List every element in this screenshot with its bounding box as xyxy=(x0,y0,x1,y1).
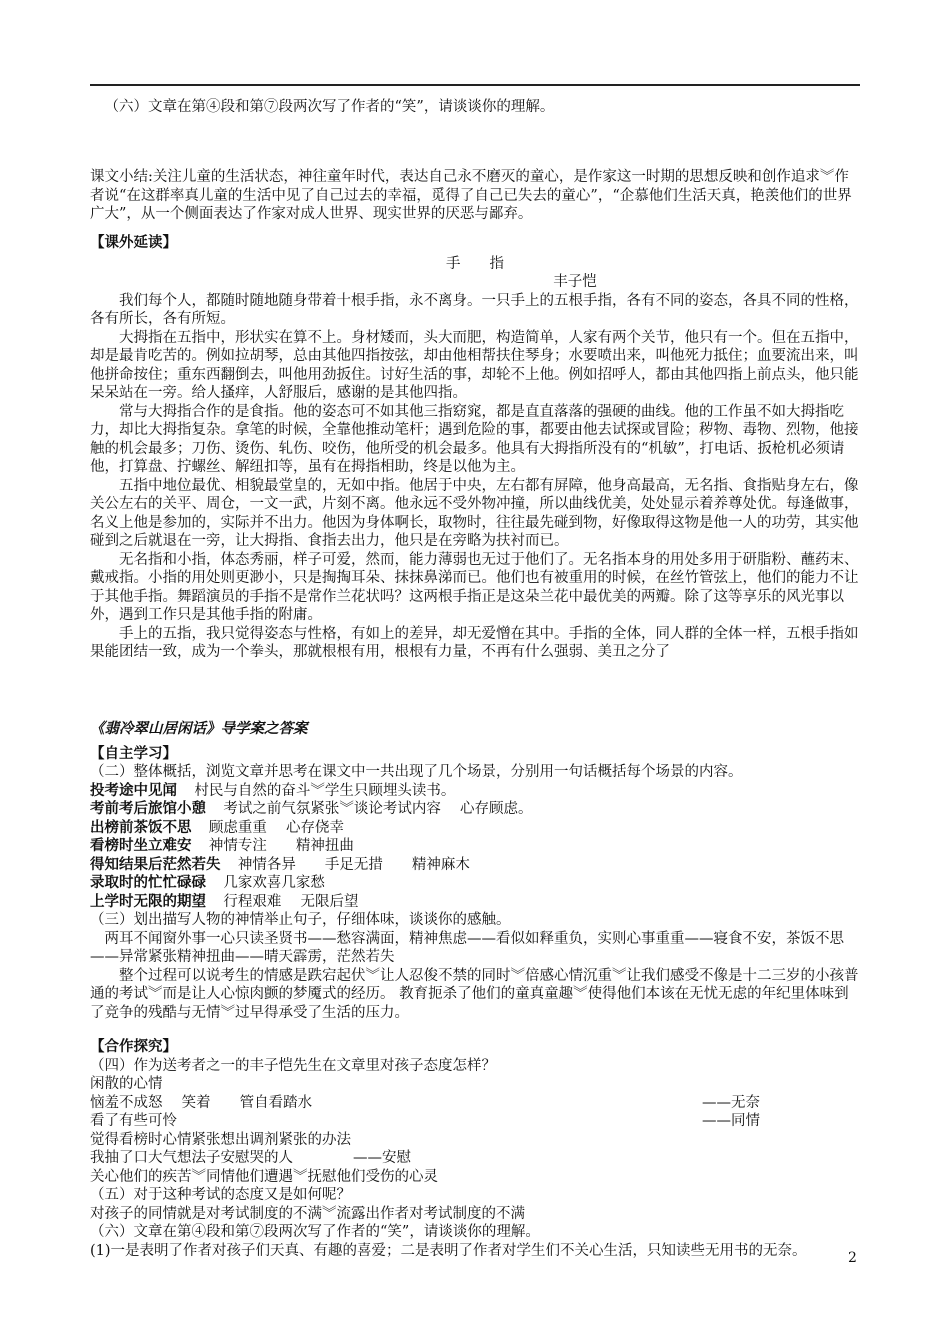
scene-text: 行程艰难 无限后望 xyxy=(223,893,359,910)
answer-line-note: ——同情 xyxy=(702,1113,760,1129)
answer-3-part1: 两耳不闻窗外事一心只读圣贤书——愁容满面，精神焦虑——看似如释重负，实则心事重重——寝食不安，茶饭不思——异常紧张精神扭曲——晴天霹雳，茫然若失 xyxy=(90,930,844,965)
extended-heading: 【课外延读】 xyxy=(90,235,177,251)
answer-5: 对孩子的同情就是对考试制度的不满︾流露出作者对考试制度的不满 xyxy=(90,1205,525,1222)
question-6: （六）文章在第④段和第⑦段两次写了作者的“笑”，请谈谈你的理解。 xyxy=(90,1224,540,1240)
essay-title: 手 指 xyxy=(446,255,504,272)
scene-text: 考试之前气氛紧张︾谈论考试内容 心存顾虑。 xyxy=(223,801,533,817)
answer-line-text: 我抽了口大气想法子安慰哭的人 xyxy=(90,1150,293,1166)
scene-label: 得知结果后茫然若失 xyxy=(90,856,221,873)
answer-6: (1)一是表明了作者对孩子们天真、有趣的喜爱；二是表明了作者对学生们不关心生活，只知读些无用书的无奈。 xyxy=(90,1242,807,1259)
answer-line-text: 关心他们的疾苦︾同情他们遭遇︾抚慰他们受伤的心灵 xyxy=(90,1168,438,1185)
answer-line-text: 觉得看榜时心情紧张想出调剂紧张的办法 xyxy=(90,1131,351,1148)
answer-line xyxy=(90,1112,860,1131)
essay-author: 丰子恺 xyxy=(553,274,597,290)
scene-label: 出榜前茶饭不思 xyxy=(90,819,192,836)
essay-paragraph: 手上的五指，我只觉得姿态与性格，有如上的差异，却无爱憎在其中。手指的全体，同人群的全体一样，五根手指如果能团结一致，成为一个拳头，那就根根有用，根根有力量，不再有什么强弱、美丑之分了 xyxy=(90,625,859,660)
scene-label: 投考途中见闻 xyxy=(90,782,177,799)
extended-reading xyxy=(90,234,860,662)
answer-line xyxy=(90,1094,860,1113)
summary-section xyxy=(90,168,860,224)
answer-line-text: 看了有些可怜 xyxy=(90,1113,177,1129)
answers-section xyxy=(90,720,860,1260)
essay-paragraph: 无名指和小指，体态秀丽，样子可爱，然而，能力薄弱也无过于他们了。无名指本身的用处多用于研脂粉、蘸药末、戴戒指。小指的用处则更渺小，只是掏掏耳朵、抹抹鼻涕而已。他们也有被重用的时候，在丝竹管弦上，他们的能力不让于其他手指。舞蹈演员的手指不是常作兰花状吗？这两根手指正是这朵兰花中最优美的两瓣。除了这等享乐的风光事以外，遇到工作只是其他手指的附庸。 xyxy=(90,551,859,623)
scene-line xyxy=(90,800,860,819)
scene-line xyxy=(90,893,860,912)
answer-line xyxy=(90,1075,860,1094)
answer-line xyxy=(90,1149,860,1168)
scene-label: 看榜时坐立难安 xyxy=(90,838,192,854)
essay-paragraph: 大拇指在五指中，形状实在算不上。身材矮而，头大而肥，构造简单，人家有两个关节，他只有一个。但在五指中，却是最肯吃苦的。例如拉胡琴，总由其他四指按弦，却由他相帮扶住琴身；水要喷出来，叫他死力抵住；血要流出来，叫他拼命按住；重东西翻倒去，叫他用劲扳住。讨好生活的事，却轮不上他。例如招呼人，都由其他四指上前点头，他只能呆呆站在一旁。给人搔痒，人舒服后，感谢的是其他四指。 xyxy=(90,329,859,401)
header-rule xyxy=(90,84,860,86)
answer-line xyxy=(90,1168,860,1187)
essay-paragraph: 五指中地位最优、相貌最堂皇的，无如中指。他居于中央，左右都有屏障，他身高最高，无名指、食指贴身左右，像关公左右的关平、周仓，一文一武，片刻不离。他永远不受外物冲撞，所以曲线优美，处处显示着养尊处优。每逢做事，名义上他是参加的，实际并不出力。他因为身体啊长，取物时，往往最先碰到物，好像取得这物是他一人的功劳，其实他碰到之后就退在一旁，让大拇指、食指去出力，他只是在旁略为扶衬而已。 xyxy=(90,477,859,549)
scene-text: 几家欢喜几家愁 xyxy=(223,875,325,891)
essay-paragraph: 常与大拇指合作的是食指。他的姿态可不如其他三指窈窕，都是直直落落的强硬的曲线。他的工作虽不如大拇指吃力，却比大拇指复杂。拿笔的时候，全靠他推动笔杆；遇到危险的事，都要由他去试探或冒险；秽物、毒物、烈物，他接触的机会最多；刀伤、烫伤、轧伤、咬伤，他所受的机会最多。他具有大拇指所没有的“机敏”，打电话、扳枪机必须请他，打算盘、拧螺丝、解纽扣等，虽有在拇指相助，终是以他为主。 xyxy=(90,403,859,475)
answer-line xyxy=(90,1131,860,1150)
scene-line xyxy=(90,856,860,875)
answer-3-part2: 整个过程可以说考生的情感是跌宕起伏︾让人忍俊不禁的同时︾倍感心情沉重︾让我们感受不像是十二三岁的小孩普通的考试︾而是让人心惊肉颤的梦魇式的经历。 教育扼杀了他们的童真童趣︾使得他们本该在无忧无虑的年纪里体味到了竞争的残酷与无情︾过早得承受了生活的压力。 xyxy=(90,967,859,1021)
scene-text: 村民与自然的奋斗︾学生只顾埋头读书。 xyxy=(194,782,456,799)
answer-line-text: 恼羞不成怒 笑着 管自看踏水 xyxy=(90,1094,313,1111)
scene-line xyxy=(90,837,860,856)
question-4: （四）作为送考者之一的丰子恺先生在文章里对孩子态度怎样？ xyxy=(90,1057,496,1074)
scene-label: 录取时的忙忙碌碌 xyxy=(90,875,206,891)
lesson-summary: 课文小结:关注儿童的生活状态，神往童年时代，表达自己永不磨灭的童心，是作家这一时期的思想反映和创作追求︾作者说“在这群率真儿童的生活中见了自己过去的幸福，觅得了自己已失去的童心”，“企慕他们生活天真，艳羡他们的世界广大”，从一个侧面表达了作家对成人世界、现实世界的厌恶与鄙弃。 xyxy=(90,169,852,222)
scene-line xyxy=(90,874,860,893)
coop-heading: 【合作探究】 xyxy=(90,1039,177,1055)
essay-paragraph: 我们每个人，都随时随地随身带着十根手指，永不离身。一只手上的五根手指，各有不同的姿态，各具不同的性格，各有所长，各有所短。 xyxy=(90,292,859,327)
question-5: （五）对于这种考试的态度又是如何呢？ xyxy=(90,1187,351,1203)
scene-text: 顾虑重重 心存侥幸 xyxy=(208,819,344,836)
self-study-heading: 【自主学习】 xyxy=(90,745,177,762)
answers-title: 《翡冷翠山居闲话》导学案之答案 xyxy=(90,721,308,737)
answer-line-text: 闲散的心情 xyxy=(90,1076,163,1092)
scene-line xyxy=(90,782,860,801)
page-number: 2 xyxy=(848,1250,857,1266)
scene-label: 上学时无限的期望 xyxy=(90,893,206,910)
top-question: （六）文章在第④段和第⑦段两次写了作者的“笑”，请谈谈你的理解。 xyxy=(104,99,555,115)
scene-text: 神情专注 精神扭曲 xyxy=(208,838,354,854)
question-2: （二）整体概括，浏览文章并思考在课文中一共出现了几个场景，分别用一句话概括每个场景的内容。 xyxy=(90,764,743,780)
scene-line xyxy=(90,819,860,838)
question-3: （三）划出描写人物的神情举止句子，仔细体味，谈谈你的感触。 xyxy=(90,912,511,928)
answer-line-note: ——安慰 xyxy=(353,1150,411,1166)
answer-line-note: ——无奈 xyxy=(702,1094,760,1111)
scene-text: 神情各异 手足无措 精神麻木 xyxy=(237,856,470,873)
scene-label: 考前考后旅馆小憩 xyxy=(90,801,206,817)
top-section xyxy=(90,98,860,117)
